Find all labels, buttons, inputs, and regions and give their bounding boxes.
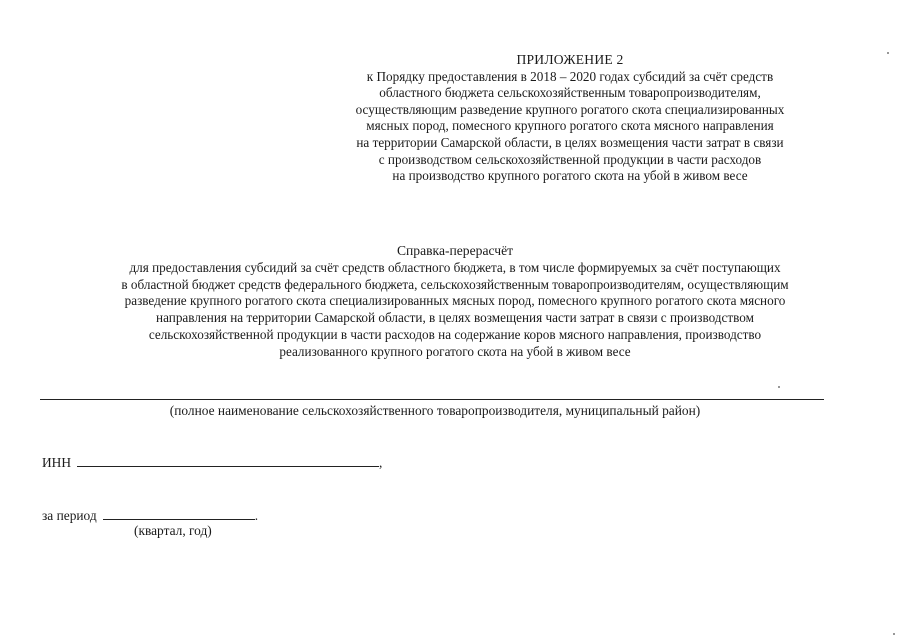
certificate-line: реализованного крупного рогатого скота на убой в живом весе <box>279 343 631 359</box>
certificate-line: направления на территории Самарской области, в целях возмещения части затрат в связи с производством <box>156 310 754 326</box>
annex-line: областного бюджета сельскохозяйственным товаропроизводителям, <box>379 85 761 101</box>
period-caption: (квартал, год) <box>134 523 212 538</box>
scan-speck <box>778 386 780 388</box>
inn-suffix: , <box>379 455 383 470</box>
certificate-title: Справка-перерасчёт <box>396 243 514 258</box>
period-field[interactable] <box>103 507 255 520</box>
producer-name-field[interactable] <box>40 399 824 400</box>
certificate-line: сельскохозяйственной продукции в части расходов на содержание коров мясного направления, производство <box>148 326 762 342</box>
annex-line: на территории Самарской области, в целях возмещения части затрат в связи <box>356 134 784 150</box>
annex-line: мясных пород, помесного крупного рогатого скота мясного направления <box>366 118 774 134</box>
period-suffix: . <box>254 508 259 523</box>
annex-line: на производство крупного рогатого скота на убой в живом весе <box>392 168 748 184</box>
certificate-line: в областной бюджет средств федерального бюджета, сельскохозяйственным товаропроизводителям, осуществляющим <box>121 276 789 292</box>
certificate-line: для предоставления субсидий за счёт средств областного бюджета, в том числе формируемых за счёт поступающих <box>129 259 781 275</box>
annex-line: с производством сельскохозяйственной продукции в части расходов <box>378 151 762 167</box>
annex-line: осуществляющим разведение крупного рогатого скота специализированных <box>355 101 785 117</box>
inn-row <box>42 454 382 471</box>
certificate-heading <box>40 243 870 361</box>
scan-speck <box>887 52 889 54</box>
period-label: за период <box>42 508 97 523</box>
annex-line: к Порядку предоставления в 2018 – 2020 годах субсидий за счёт средств <box>366 68 774 84</box>
certificate-line: разведение крупного рогатого скота специализированных мясных пород, помесного крупного рогатого скота мясного <box>124 293 786 309</box>
annex-header <box>300 52 840 185</box>
inn-label: ИНН <box>42 455 72 470</box>
producer-name-caption: (полное наименование сельскохозяйственного товаропроизводителя, муниципальный район) <box>169 403 701 418</box>
annex-title: ПРИЛОЖЕНИЕ 2 <box>516 52 624 67</box>
inn-field[interactable] <box>77 454 379 467</box>
period-row <box>42 507 258 524</box>
scan-speck <box>893 633 895 635</box>
